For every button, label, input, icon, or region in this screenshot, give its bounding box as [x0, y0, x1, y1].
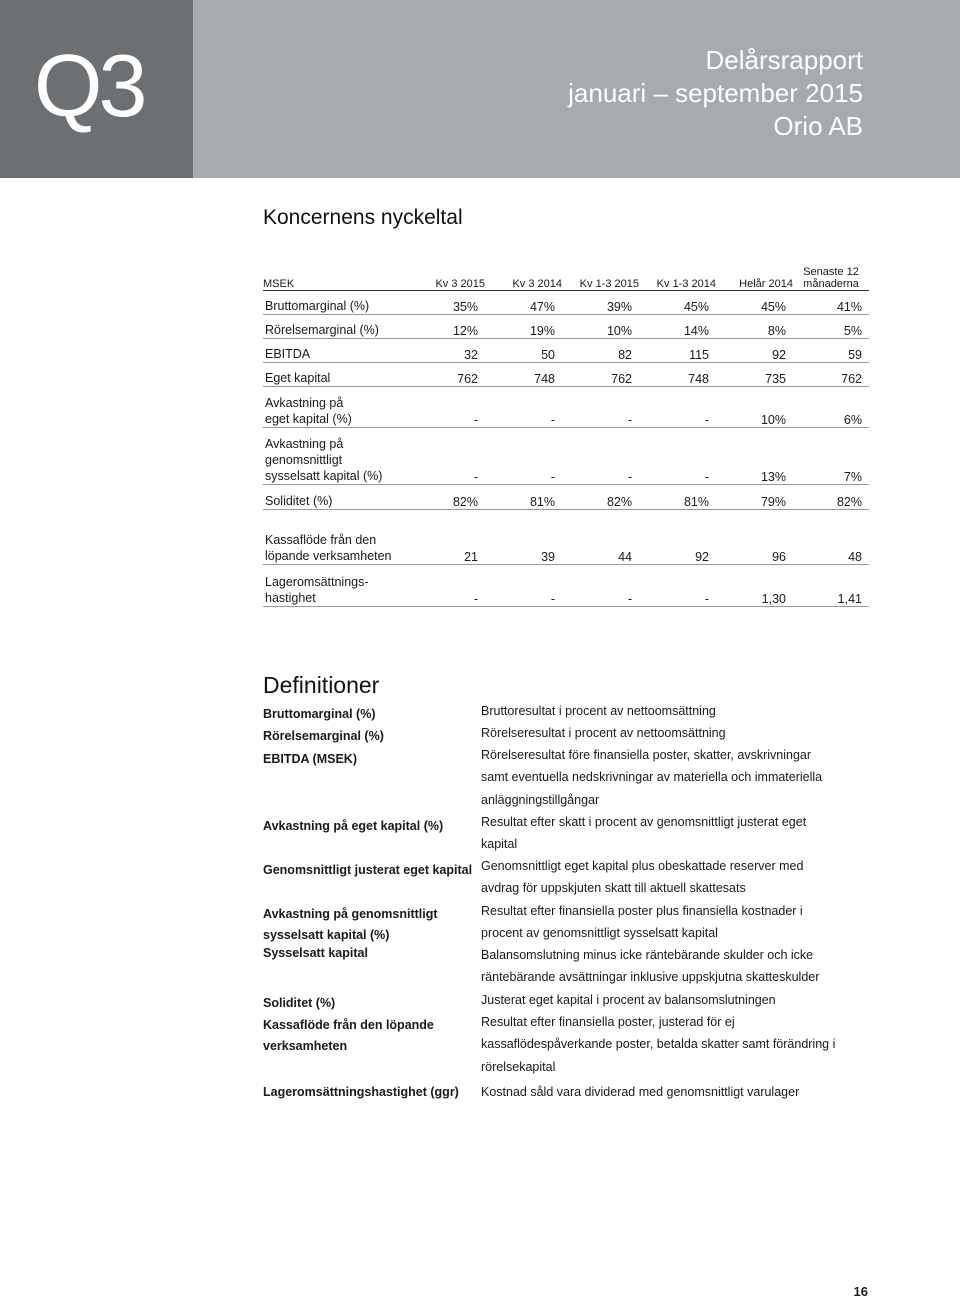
cell: 1,41: [793, 565, 869, 607]
cell: -: [485, 428, 562, 485]
cell: -: [562, 565, 639, 607]
cell: 48: [793, 510, 869, 565]
column-header: Kv 1-3 2014: [639, 266, 716, 291]
cell: 10%: [562, 315, 639, 339]
definition-term: EBITDA (MSEK): [263, 752, 357, 766]
row-label: Soliditet (%): [263, 485, 411, 510]
cell: 13%: [716, 428, 793, 485]
cell: 1,30: [716, 565, 793, 607]
cell: -: [411, 387, 485, 428]
definition-desc: Balansomslutning minus icke räntebärande skulder och icke räntebärande avsättningar inklusive uppskjutna skatteskulder: [481, 948, 820, 985]
cell: 6%: [793, 387, 869, 428]
cell: 32: [411, 339, 485, 363]
cell: 79%: [716, 485, 793, 510]
cell: 45%: [716, 291, 793, 315]
cell: 92: [639, 510, 716, 565]
definition-desc: Justerat eget kapital i procent av balansomslutningen: [481, 993, 776, 1007]
column-header: Kv 3 2015: [411, 266, 485, 291]
table-row: [263, 339, 869, 363]
cell: 44: [562, 510, 639, 565]
cell: -: [639, 565, 716, 607]
table-header-row: [263, 266, 869, 291]
cell: 762: [562, 363, 639, 387]
cell: 59: [793, 339, 869, 363]
cell: 10%: [716, 387, 793, 428]
cell: -: [411, 428, 485, 485]
cell: 12%: [411, 315, 485, 339]
cell: 45%: [639, 291, 716, 315]
cell: 21: [411, 510, 485, 565]
cell: 47%: [485, 291, 562, 315]
row-label: Lageromsättnings- hastighet: [263, 565, 411, 607]
cell: 8%: [716, 315, 793, 339]
column-header: Kv 3 2014: [485, 266, 562, 291]
table-row: [263, 510, 869, 565]
cell: -: [639, 387, 716, 428]
cell: 39%: [562, 291, 639, 315]
cell: 41%: [793, 291, 869, 315]
definition-term: Kassaflöde från den löpande verksamheten: [263, 1018, 434, 1053]
definition-desc: Rörelseresultat i procent av nettoomsättning: [481, 726, 726, 740]
report-title-line2: januari – september 2015: [568, 78, 863, 108]
definition-desc: Genomsnittligt eget kapital plus obeskattade reserver med avdrag för uppskjuten skatt till aktuell skattesats: [481, 859, 804, 896]
column-header: Senaste 12 månaderna: [793, 266, 869, 291]
definition-term: Avkastning på genomsnittligt sysselsatt kapital (%): [263, 907, 438, 942]
definition-term: Avkastning på eget kapital (%): [263, 819, 444, 833]
table-row: [263, 291, 869, 315]
cell: 50: [485, 339, 562, 363]
cell: 762: [793, 363, 869, 387]
keyfigures-table: [263, 266, 869, 607]
cell: 81%: [639, 485, 716, 510]
header-band: [193, 0, 960, 178]
row-label: Avkastning på genomsnittligt sysselsatt kapital (%): [263, 428, 411, 485]
column-header: MSEK: [263, 266, 411, 291]
cell: 735: [716, 363, 793, 387]
cell: 748: [639, 363, 716, 387]
report-title-line1: Delårsrapport: [705, 45, 863, 75]
cell: -: [485, 565, 562, 607]
row-label: EBITDA: [263, 339, 411, 363]
report-company: Orio AB: [773, 111, 863, 141]
cell: 748: [485, 363, 562, 387]
cell: -: [639, 428, 716, 485]
cell: 81%: [485, 485, 562, 510]
table-row: [263, 363, 869, 387]
row-label: Avkastning på eget kapital (%): [263, 387, 411, 428]
cell: 115: [639, 339, 716, 363]
table-row: [263, 428, 869, 485]
cell: 5%: [793, 315, 869, 339]
definition-term: Rörelsemarginal (%): [263, 729, 384, 743]
table-row: [263, 387, 869, 428]
definition-desc: Kostnad såld vara dividerad med genomsnittligt varulager: [481, 1085, 800, 1099]
row-label: Rörelsemarginal (%): [263, 315, 411, 339]
page-number: 16: [853, 1284, 868, 1299]
cell: 14%: [639, 315, 716, 339]
cell: 82%: [793, 485, 869, 510]
row-label: Bruttomarginal (%): [263, 291, 411, 315]
cell: 7%: [793, 428, 869, 485]
definition-desc: Bruttoresultat i procent av nettoomsättning: [481, 704, 716, 718]
report-title: [568, 44, 863, 143]
cell: -: [562, 428, 639, 485]
definition-desc: Resultat efter finansiella poster plus finansiella kostnader i procent av genomsnittligt sysselsatt kapital: [481, 904, 803, 941]
cell: 35%: [411, 291, 485, 315]
definition-term: Sysselsatt kapital: [263, 946, 368, 960]
cell: 82%: [562, 485, 639, 510]
definition-desc: Resultat efter skatt i procent av genomsnittligt justerat eget kapital: [481, 815, 807, 852]
cell: 19%: [485, 315, 562, 339]
definition-term: Bruttomarginal (%): [263, 707, 376, 721]
cell: 96: [716, 510, 793, 565]
definition-desc: Resultat efter finansiella poster, justerad för ej kassaflödespåverkande poster, betalda skatter samt förändring i rörelsekapital: [481, 1015, 836, 1074]
column-header: Helår 2014: [716, 266, 793, 291]
cell: 762: [411, 363, 485, 387]
definition-term: Lageromsättningshastighet (ggr): [263, 1085, 459, 1099]
keyfigures-title: Koncernens nyckeltal: [263, 206, 463, 229]
definition-desc: Rörelseresultat före finansiella poster, skatter, avskrivningar samt eventuella nedskrivningar av materiella och immateriella anläggningstillgångar: [481, 748, 823, 807]
definitions-title: Definitioner: [263, 672, 380, 698]
table-row: [263, 485, 869, 510]
table-row: [263, 565, 869, 607]
cell: -: [485, 387, 562, 428]
definition-term: Soliditet (%): [263, 996, 336, 1010]
row-label: Eget kapital: [263, 363, 411, 387]
definition-term: Genomsnittligt justerat eget kapital: [263, 863, 473, 877]
cell: 92: [716, 339, 793, 363]
column-header: Kv 1-3 2015: [562, 266, 639, 291]
quarter-label: Q3: [34, 36, 144, 135]
quarter-block: [0, 0, 193, 178]
cell: -: [562, 387, 639, 428]
cell: 82: [562, 339, 639, 363]
report-header: [0, 0, 960, 178]
row-label: Kassaflöde från den löpande verksamheten: [263, 510, 411, 565]
cell: 82%: [411, 485, 485, 510]
table-row: [263, 315, 869, 339]
cell: 39: [485, 510, 562, 565]
cell: -: [411, 565, 485, 607]
